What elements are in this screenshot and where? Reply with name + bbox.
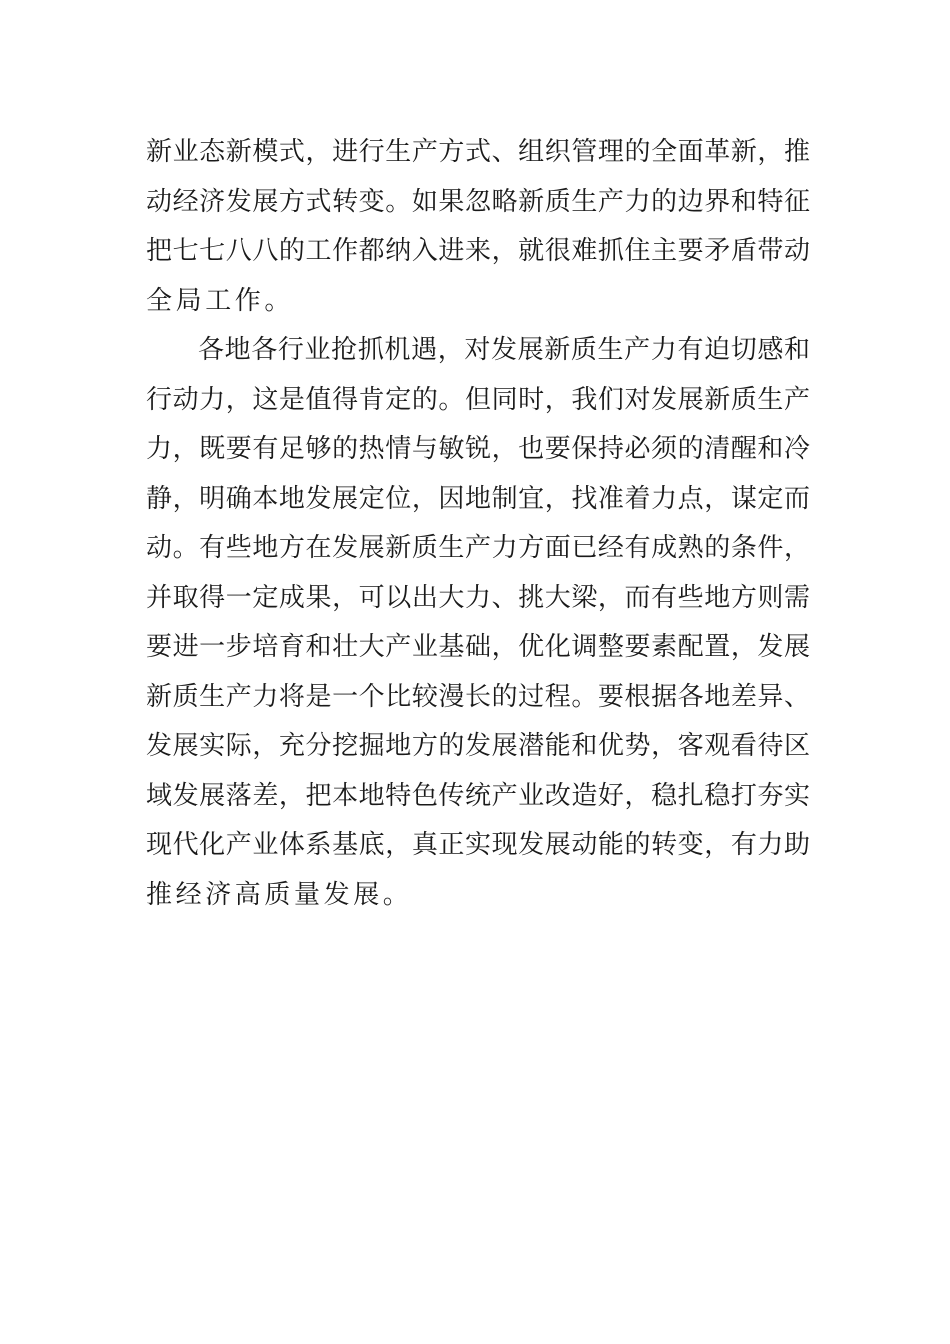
paragraph-2-line-10: 域发展落差，把本地特色传统产业改造好，稳扎稳打夯实 xyxy=(146,780,810,811)
paragraph-2-line-7: 要进一步培育和壮大产业基础，优化调整要素配置，发展 xyxy=(146,632,810,662)
paragraph-1-line-4: 全局工作。 xyxy=(146,285,295,316)
body-text xyxy=(146,128,810,920)
paragraph-2-line-11: 现代化产业体系基底，真正实现发展动能的转变，有力助 xyxy=(146,830,810,860)
paragraph-2-line-9: 发展实际，充分挖掘地方的发展潜能和优势，客观看待区 xyxy=(146,731,810,761)
paragraph-2-line-12: 推经济高质量发展。 xyxy=(146,879,413,910)
paragraph-2-line-2: 行动力，这是值得肯定的。但同时，我们对发展新质生产 xyxy=(146,384,810,415)
paragraph-2-line-3: 力，既要有足够的热情与敏锐，也要保持必须的清醒和冷 xyxy=(146,434,810,464)
paragraph-1-line-1: 新业态新模式，进行生产方式、组织管理的全面革新，推 xyxy=(146,137,810,167)
paragraph-2-line-5: 动。有些地方在发展新质生产力方面已经有成熟的条件， xyxy=(146,533,810,563)
paragraph-1-line-3: 把七七八八的工作都纳入进来，就很难抓住主要矛盾带动 xyxy=(146,236,810,266)
paragraph-2-line-6: 并取得一定成果，可以出大力、挑大梁，而有些地方则需 xyxy=(146,582,810,613)
paragraph-1-line-2: 动经济发展方式转变。如果忽略新质生产力的边界和特征 xyxy=(146,186,810,217)
paragraph-2-line-1: 各地各行业抢抓机遇，对发展新质生产力有迫切感和 xyxy=(198,335,810,365)
paragraph-2-line-8: 新质生产力将是一个比较漫长的过程。要根据各地差异、 xyxy=(146,681,810,712)
paragraph-2-line-4: 静，明确本地发展定位，因地制宜，找准着力点，谋定而 xyxy=(146,483,810,514)
